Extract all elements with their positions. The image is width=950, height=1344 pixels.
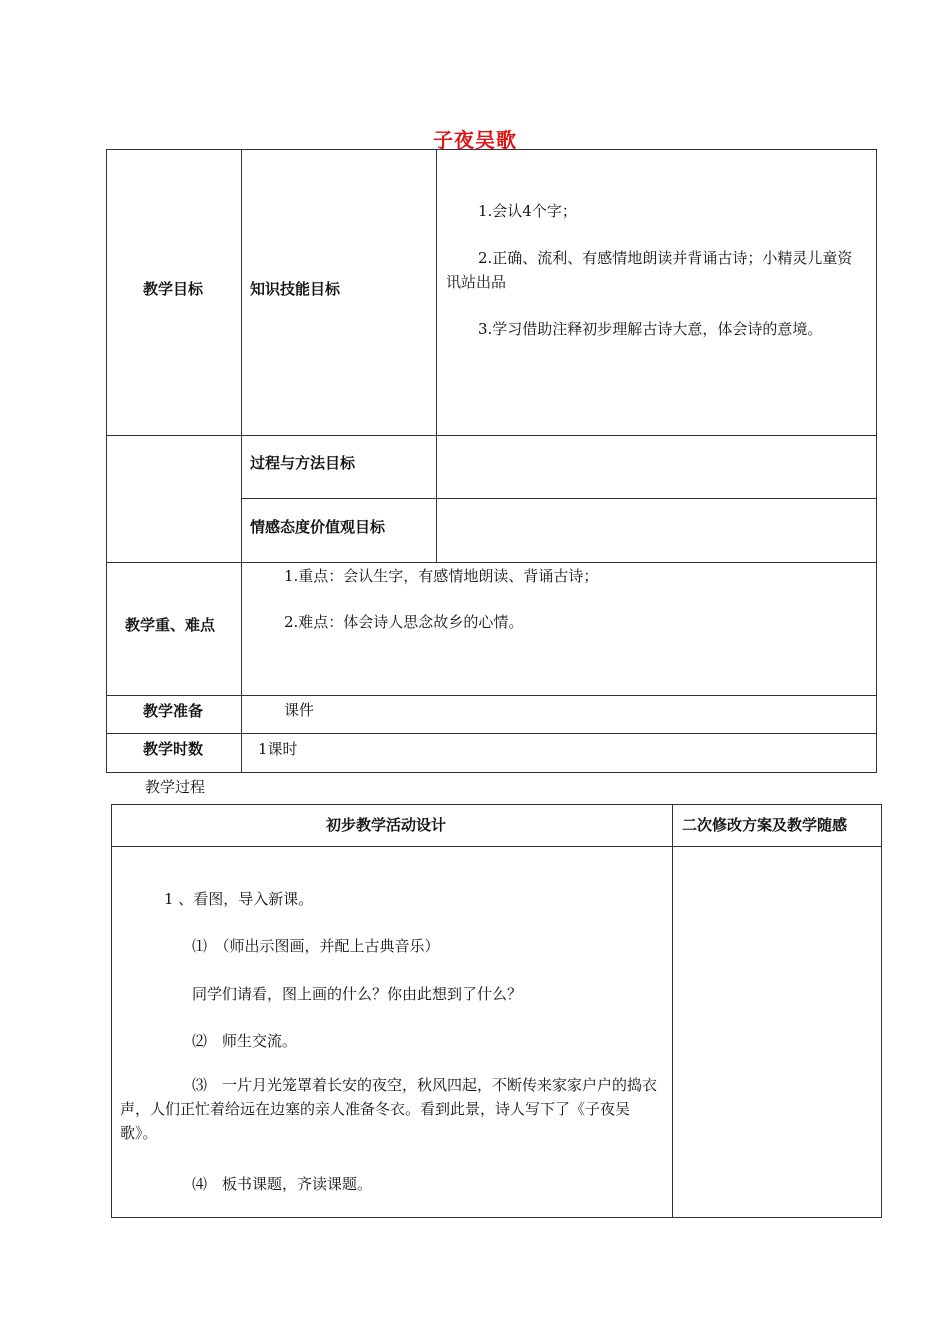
row-divider <box>106 695 877 696</box>
teaching-goals-label: 教学目标 <box>143 280 204 298</box>
knowledge-item: 3.学习借助注释初步理解古诗大意，体会诗的意境。 <box>478 320 823 338</box>
row-divider <box>106 435 877 436</box>
class-hours-label: 教学时数 <box>143 740 204 758</box>
lesson-step: 同学们请看，图上画的什么？你由此想到了什么？ <box>192 985 523 1003</box>
col-divider <box>436 149 437 562</box>
row-divider <box>106 733 877 734</box>
revision-notes-header: 二次修改方案及教学随感 <box>682 816 848 834</box>
emotion-attitude-label: 情感态度价值观目标 <box>250 518 386 536</box>
knowledge-item: 2.正确、流利、有感情地朗读并背诵古诗；小精灵儿童资讯站出品 <box>446 249 853 291</box>
keypoints-label: 教学重、难点 <box>125 616 216 634</box>
row-divider <box>106 562 877 563</box>
lesson-step: ⑷ 板书课题，齐读课题。 <box>192 1175 373 1193</box>
row-divider <box>241 498 877 499</box>
lesson-step: 1 、看图，导入新课。 <box>164 890 314 908</box>
lesson-step: ⑴ （师出示图画，并配上古典音乐） <box>192 937 440 955</box>
process-method-label: 过程与方法目标 <box>250 454 356 472</box>
activity-design-header: 初步教学活动设计 <box>326 816 447 834</box>
knowledge-skill-label: 知识技能目标 <box>250 280 341 298</box>
preparation-label: 教学准备 <box>143 702 204 720</box>
page-title: 子夜吴歌 <box>433 128 517 152</box>
keypoint-item: 2.难点：体会诗人思念故乡的心情。 <box>284 613 524 631</box>
lesson-step: ⑶ 一片月光笼罩着长安的夜空，秋风四起，不断传来家家户户的捣衣声，人们正忙着给远在边塞的亲人准备冬衣。看到此景，诗人写下了《子夜吴歌》。 <box>120 1076 658 1142</box>
class-hours-value: 1课时 <box>258 740 298 758</box>
header-divider <box>111 846 882 847</box>
lesson-info-table <box>106 149 877 773</box>
lesson-step: ⑵ 师生交流。 <box>192 1032 298 1050</box>
keypoint-item: 1.重点：会认生字，有感情地朗读、背诵古诗； <box>284 567 599 585</box>
teaching-process-table <box>111 804 882 1218</box>
col-divider <box>672 804 673 1218</box>
preparation-value: 课件 <box>284 701 315 719</box>
col-divider <box>241 149 242 773</box>
knowledge-item: 1.会认4个字； <box>478 202 577 220</box>
process-heading: 教学过程 <box>145 778 206 796</box>
